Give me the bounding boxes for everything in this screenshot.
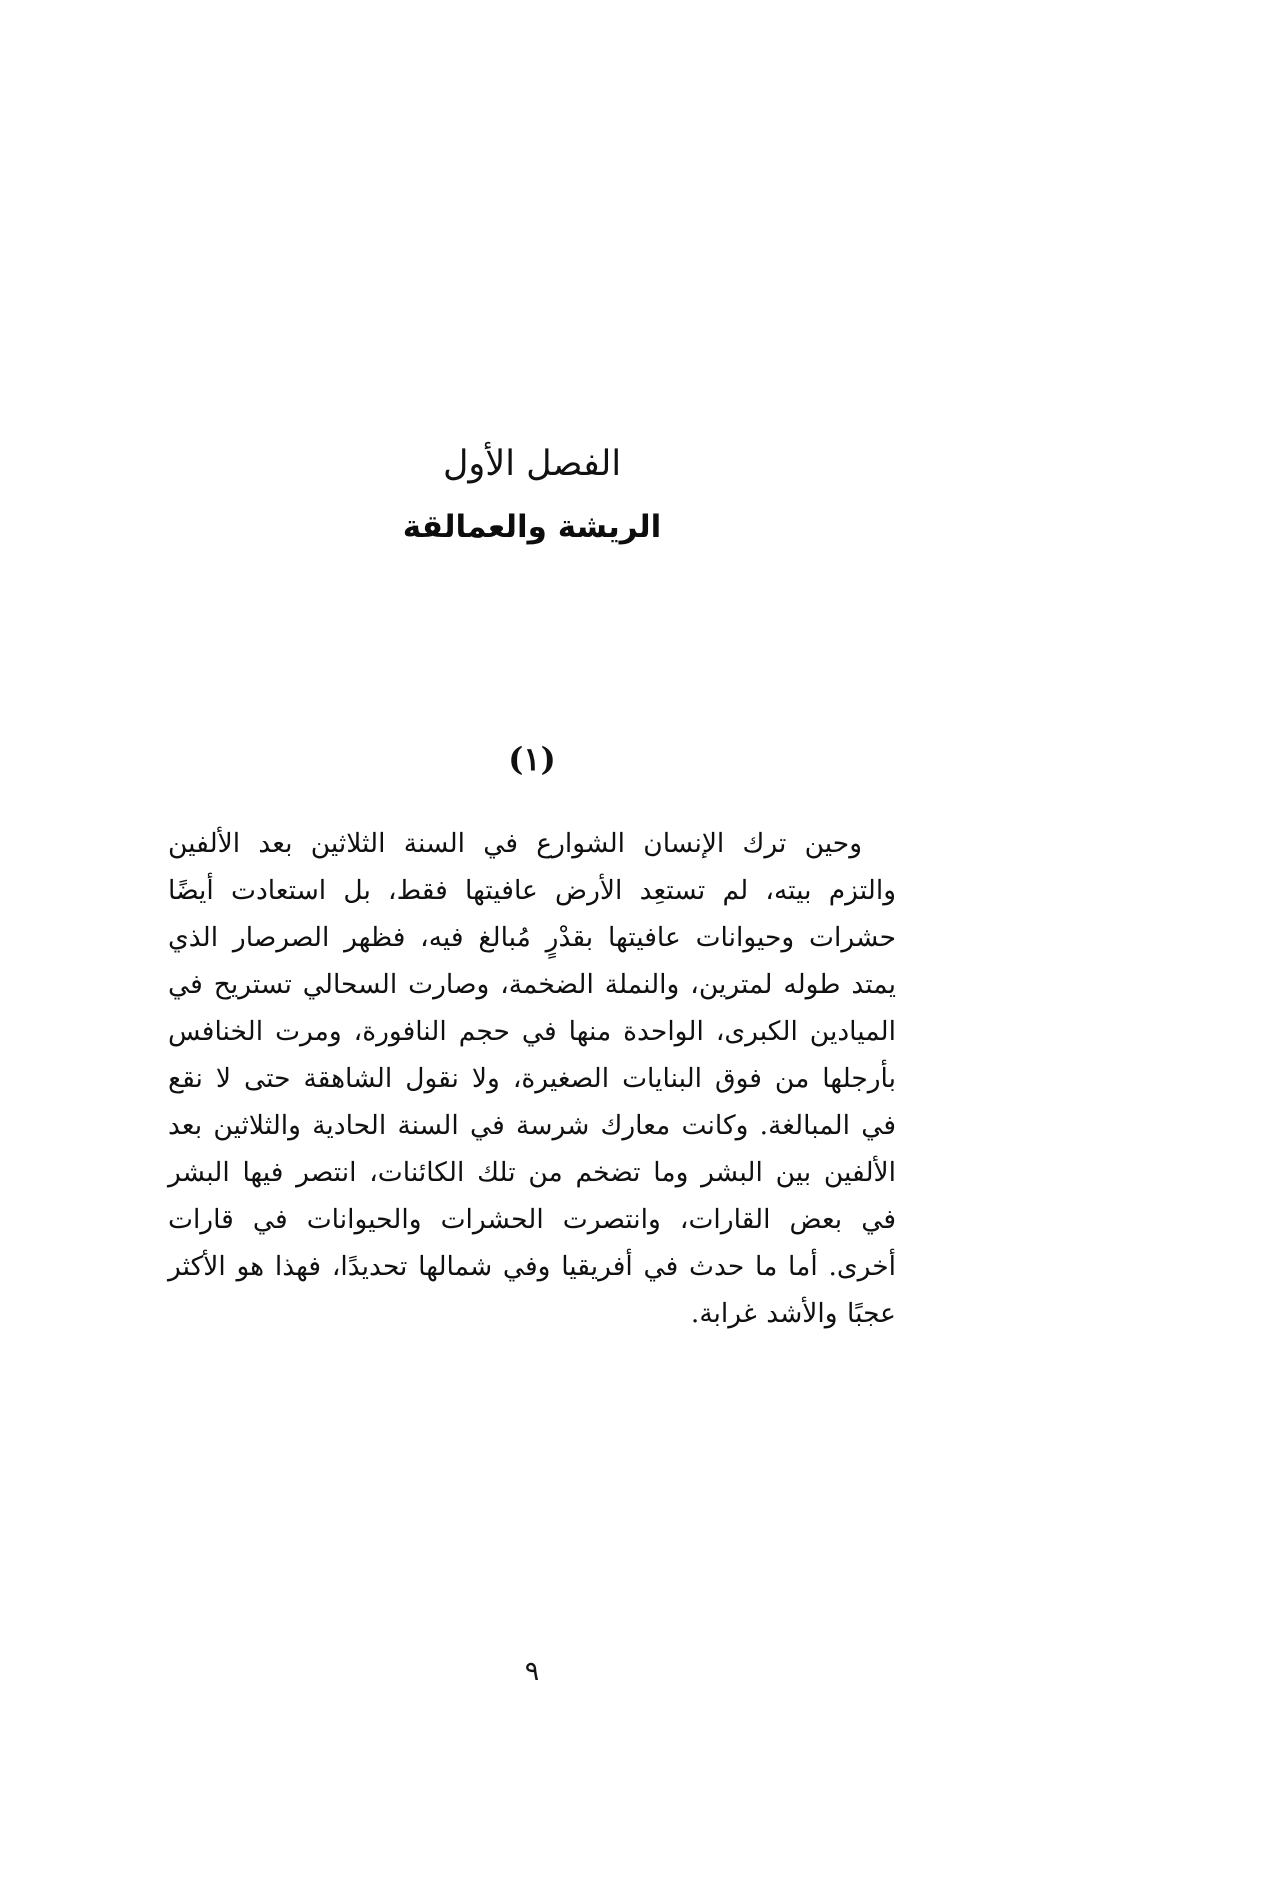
chapter-title: الريشة والعمالقة — [402, 508, 662, 545]
body-paragraph: وحين ترك الإنسان الشوارع في السنة الثلاثين بعد الألفين والتزم بيته، لم تستعِد الأرض عافيتها فقط، بل استعادت أيضًا حشرات وحيوانات عافيتها بقدْرٍ مُبالغ فيه، فظهر الصرصار الذي يمتد طوله لمترين، والنملة الضخمة، وصارت السحالي تستريح في الميادين الكبرى، الواحدة منها في حجم النافورة، ومرت الخنافس بأرجلها من فوق البنايات الصغيرة، ولا نقول الشاهقة حتى لا نقع في المبالغة. وكانت معارك شرسة في السنة الحادية والثلاثين بعد الألفين بين البشر وما تضخم من تلك الكائنات، انتصر فيها البشر في بعض القارات، وانتصرت الحشرات والحيوانات في قارات أخرى. أما ما حدث في أفريقيا وفي شمالها تحديدًا، فهذا هو الأكثر عجبًا والأشد غرابة. — [168, 828, 896, 1329]
page-number: ٩ — [524, 1656, 540, 1687]
section-number-marker: (١) — [508, 740, 556, 778]
body-text-block — [168, 820, 896, 1337]
page-content — [168, 0, 896, 1894]
chapter-label: الفصل الأول — [442, 444, 622, 484]
chapter-heading — [168, 438, 896, 545]
